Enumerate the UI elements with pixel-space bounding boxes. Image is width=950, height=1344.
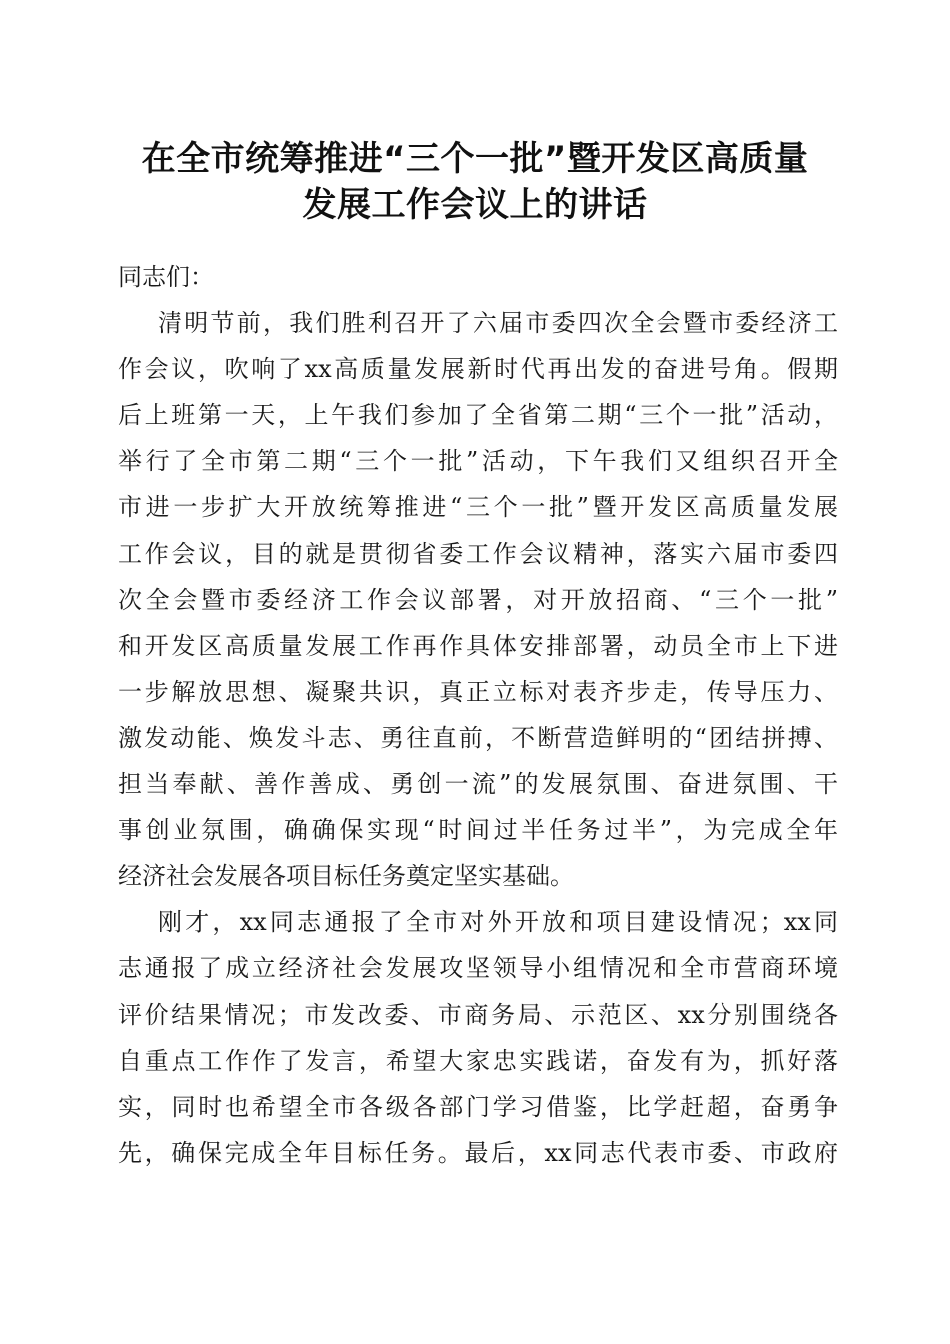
- paragraph-line: 自重点工作作了发言，希望大家忠实践诺，奋发有为，抓好落: [118, 1046, 838, 1075]
- paragraph-line: 评价结果情况；市发改委、市商务局、示范区、xx分别围绕各: [118, 1000, 838, 1029]
- paragraph-line: 后上班第一天，上午我们参加了全省第二期“三个一批”活动，: [118, 401, 838, 430]
- paragraph-line: 志通报了成立经济社会发展攻坚领导小组情况和全市营商环境: [118, 954, 838, 983]
- paragraph-line: 担当奉献、善作善成、勇创一流”的发展氛围、奋进氛围、干: [118, 770, 838, 799]
- paragraph-line: 经济社会发展各项目标任务奠定坚实基础。: [118, 862, 574, 891]
- paragraph-line: 和开发区高质量发展工作再作具体安排部署，动员全市上下进: [118, 631, 838, 660]
- paragraph-line: 工作会议，目的就是贯彻省委工作会议精神，落实六届市委四: [118, 539, 838, 568]
- document-title: [100, 136, 850, 228]
- salutation: 同志们：: [118, 263, 214, 291]
- paragraph-line: 刚才，xx同志通报了全市对外开放和项目建设情况；xx同: [158, 908, 838, 937]
- paragraph-1: [118, 300, 838, 899]
- paragraph-line: 先，确保完成全年目标任务。最后，xx同志代表市委、市政府: [118, 1138, 838, 1167]
- paragraph-line: 市进一步扩大开放统筹推进“三个一批”暨开发区高质量发展: [118, 493, 838, 522]
- document-body: [118, 254, 838, 1176]
- paragraph-line: 作会议，吹响了xx高质量发展新时代再出发的奋进号角。假期: [118, 355, 838, 384]
- paragraph-line: 实，同时也希望全市各级各部门学习借鉴，比学赶超，奋勇争: [118, 1092, 838, 1121]
- title-line-1: 在全市统筹推进“三个一批”暨开发区高质量: [141, 139, 809, 179]
- paragraph-line: 一步解放思想、凝聚共识，真正立标对表齐步走，传导压力、: [118, 677, 838, 706]
- paragraph-line: 次全会暨市委经济工作会议部署，对开放招商、“三个一批”: [118, 585, 838, 614]
- paragraph-line: 事创业氛围，确确保实现“时间过半任务过半”，为完成全年: [118, 816, 838, 845]
- paragraph-2: [118, 899, 838, 1176]
- paragraph-line: 激发动能、焕发斗志、勇往直前，不断营造鲜明的“团结拼搏、: [118, 723, 838, 752]
- title-line-2: 发展工作会议上的讲话: [302, 185, 648, 225]
- paragraph-line: 清明节前，我们胜利召开了六届市委四次全会暨市委经济工: [158, 309, 838, 338]
- paragraph-line: 举行了全市第二期“三个一批”活动，下午我们又组织召开全: [118, 447, 838, 476]
